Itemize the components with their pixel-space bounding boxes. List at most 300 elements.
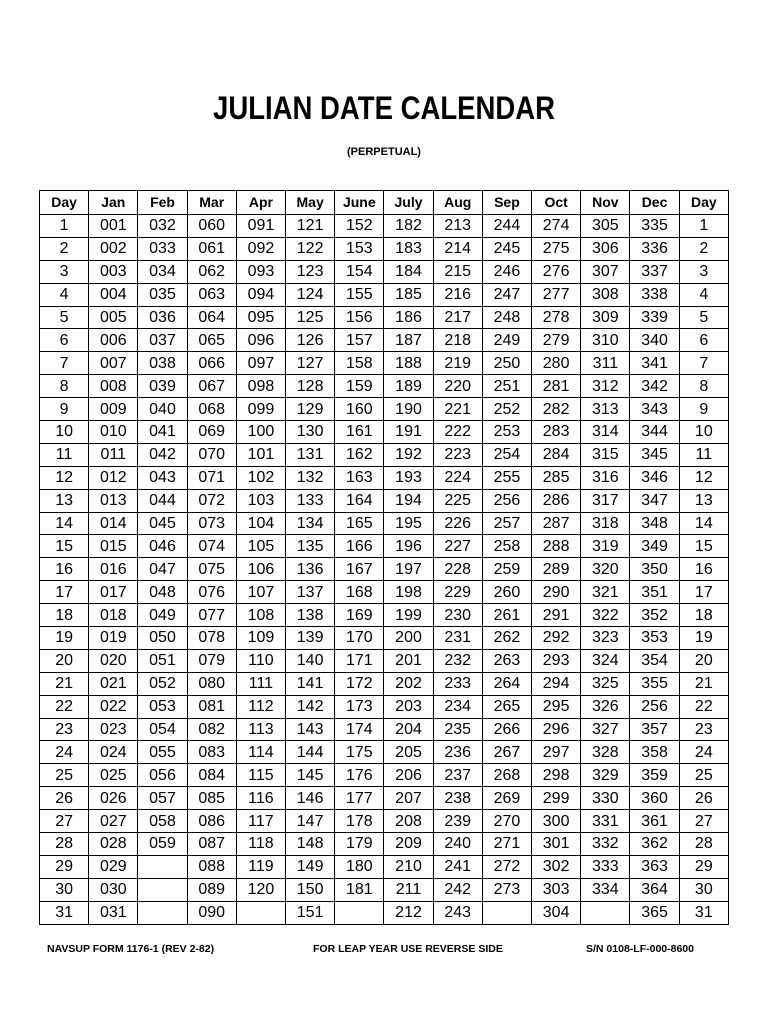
julian-day-cell: 267	[482, 741, 531, 764]
julian-day-cell: 218	[433, 329, 482, 352]
julian-day-cell: 244	[482, 215, 531, 238]
julian-day-cell: 081	[187, 695, 236, 718]
julian-day-cell: 058	[138, 810, 187, 833]
day-cell: 26	[40, 787, 89, 810]
julian-day-cell: 122	[286, 237, 335, 260]
julian-day-cell: 209	[384, 833, 433, 856]
day-cell: 17	[40, 581, 89, 604]
julian-day-cell: 192	[384, 443, 433, 466]
julian-day-cell: 332	[581, 833, 630, 856]
julian-day-cell: 094	[236, 283, 285, 306]
column-header: May	[286, 191, 335, 215]
julian-day-cell: 153	[335, 237, 384, 260]
julian-day-cell: 126	[286, 329, 335, 352]
julian-day-cell: 264	[482, 672, 531, 695]
column-header: Nov	[581, 191, 630, 215]
julian-day-cell: 325	[581, 672, 630, 695]
julian-day-cell: 089	[187, 878, 236, 901]
julian-day-cell: 155	[335, 283, 384, 306]
julian-day-cell: 125	[286, 306, 335, 329]
day-cell: 29	[40, 855, 89, 878]
day-cell: 22	[40, 695, 89, 718]
day-cell: 6	[679, 329, 728, 352]
julian-day-cell: 187	[384, 329, 433, 352]
julian-day-cell	[236, 901, 285, 924]
column-header: Sep	[482, 191, 531, 215]
day-cell: 2	[679, 237, 728, 260]
julian-day-cell: 172	[335, 672, 384, 695]
julian-day-cell: 173	[335, 695, 384, 718]
julian-day-cell: 069	[187, 421, 236, 444]
julian-day-cell: 225	[433, 489, 482, 512]
julian-day-cell: 274	[532, 215, 581, 238]
day-cell: 21	[679, 672, 728, 695]
julian-day-cell: 029	[89, 855, 138, 878]
table-row	[40, 375, 729, 398]
julian-day-cell: 280	[532, 352, 581, 375]
julian-day-cell: 254	[482, 443, 531, 466]
julian-day-cell: 208	[384, 810, 433, 833]
table-row	[40, 352, 729, 375]
julian-day-cell: 188	[384, 352, 433, 375]
julian-day-cell: 261	[482, 604, 531, 627]
julian-day-cell: 292	[532, 627, 581, 650]
julian-day-cell: 024	[89, 741, 138, 764]
julian-day-cell: 205	[384, 741, 433, 764]
julian-day-cell: 289	[532, 558, 581, 581]
julian-day-cell: 338	[630, 283, 679, 306]
day-cell: 16	[679, 558, 728, 581]
julian-day-cell: 023	[89, 718, 138, 741]
julian-day-cell: 336	[630, 237, 679, 260]
table-row	[40, 833, 729, 856]
julian-day-cell: 233	[433, 672, 482, 695]
column-header: Oct	[532, 191, 581, 215]
julian-day-cell: 110	[236, 649, 285, 672]
julian-day-cell: 065	[187, 329, 236, 352]
table-row	[40, 901, 729, 924]
julian-day-cell: 131	[286, 443, 335, 466]
table-row	[40, 649, 729, 672]
julian-day-cell: 301	[532, 833, 581, 856]
table-row	[40, 558, 729, 581]
julian-day-cell: 167	[335, 558, 384, 581]
julian-day-cell: 068	[187, 398, 236, 421]
julian-day-cell: 006	[89, 329, 138, 352]
page-subtitle: (PERPETUAL)	[347, 146, 421, 158]
julian-day-cell: 168	[335, 581, 384, 604]
julian-day-cell: 299	[532, 787, 581, 810]
julian-day-cell: 275	[532, 237, 581, 260]
julian-day-cell: 342	[630, 375, 679, 398]
day-cell: 7	[679, 352, 728, 375]
day-cell: 20	[679, 649, 728, 672]
julian-day-cell: 042	[138, 443, 187, 466]
julian-day-cell	[482, 901, 531, 924]
column-header: Day	[679, 191, 728, 215]
julian-day-cell: 106	[236, 558, 285, 581]
julian-day-cell: 207	[384, 787, 433, 810]
day-cell: 15	[40, 535, 89, 558]
julian-date-table	[39, 190, 729, 925]
julian-day-cell: 222	[433, 421, 482, 444]
julian-day-cell: 003	[89, 260, 138, 283]
julian-day-cell: 247	[482, 283, 531, 306]
day-cell: 16	[40, 558, 89, 581]
table-row	[40, 878, 729, 901]
table-body	[40, 215, 729, 925]
julian-day-cell: 071	[187, 466, 236, 489]
julian-day-cell: 092	[236, 237, 285, 260]
julian-day-cell: 236	[433, 741, 482, 764]
julian-day-cell: 326	[581, 695, 630, 718]
day-cell: 25	[679, 764, 728, 787]
julian-day-cell: 237	[433, 764, 482, 787]
julian-day-cell: 150	[286, 878, 335, 901]
julian-day-cell: 030	[89, 878, 138, 901]
julian-day-cell: 318	[581, 512, 630, 535]
julian-day-cell: 268	[482, 764, 531, 787]
julian-day-cell: 010	[89, 421, 138, 444]
julian-day-cell: 120	[236, 878, 285, 901]
table-row	[40, 695, 729, 718]
julian-day-cell: 297	[532, 741, 581, 764]
julian-day-cell: 022	[89, 695, 138, 718]
column-header: Aug	[433, 191, 482, 215]
julian-day-cell	[138, 878, 187, 901]
julian-day-cell: 114	[236, 741, 285, 764]
julian-day-cell: 139	[286, 627, 335, 650]
julian-day-cell: 298	[532, 764, 581, 787]
julian-day-cell: 184	[384, 260, 433, 283]
julian-day-cell: 044	[138, 489, 187, 512]
julian-day-cell: 217	[433, 306, 482, 329]
julian-day-cell: 347	[630, 489, 679, 512]
julian-day-cell: 285	[532, 466, 581, 489]
julian-day-cell: 096	[236, 329, 285, 352]
julian-day-cell: 047	[138, 558, 187, 581]
julian-day-cell: 319	[581, 535, 630, 558]
julian-day-cell: 025	[89, 764, 138, 787]
julian-day-cell: 147	[286, 810, 335, 833]
julian-day-cell: 350	[630, 558, 679, 581]
julian-day-cell: 067	[187, 375, 236, 398]
julian-day-cell: 054	[138, 718, 187, 741]
day-cell: 12	[40, 466, 89, 489]
julian-day-cell: 272	[482, 855, 531, 878]
julian-day-cell: 343	[630, 398, 679, 421]
table-row	[40, 260, 729, 283]
julian-day-cell: 035	[138, 283, 187, 306]
julian-day-cell: 278	[532, 306, 581, 329]
julian-day-cell: 103	[236, 489, 285, 512]
julian-day-cell: 107	[236, 581, 285, 604]
column-header: Day	[40, 191, 89, 215]
julian-day-cell: 295	[532, 695, 581, 718]
julian-day-cell: 288	[532, 535, 581, 558]
julian-day-cell: 109	[236, 627, 285, 650]
julian-day-cell: 255	[482, 466, 531, 489]
day-cell: 28	[679, 833, 728, 856]
day-cell: 13	[40, 489, 89, 512]
julian-day-cell: 260	[482, 581, 531, 604]
julian-day-cell: 033	[138, 237, 187, 260]
julian-day-cell: 123	[286, 260, 335, 283]
julian-day-cell: 361	[630, 810, 679, 833]
julian-day-cell: 202	[384, 672, 433, 695]
julian-day-cell: 287	[532, 512, 581, 535]
julian-day-cell: 235	[433, 718, 482, 741]
julian-day-cell: 282	[532, 398, 581, 421]
julian-day-cell: 095	[236, 306, 285, 329]
julian-day-cell: 040	[138, 398, 187, 421]
julian-day-cell: 079	[187, 649, 236, 672]
day-cell: 19	[679, 627, 728, 650]
julian-day-cell: 063	[187, 283, 236, 306]
julian-day-cell: 252	[482, 398, 531, 421]
julian-day-cell: 206	[384, 764, 433, 787]
julian-day-cell: 134	[286, 512, 335, 535]
julian-day-cell: 346	[630, 466, 679, 489]
julian-day-cell: 055	[138, 741, 187, 764]
julian-day-cell: 328	[581, 741, 630, 764]
julian-day-cell: 243	[433, 901, 482, 924]
julian-day-cell: 018	[89, 604, 138, 627]
julian-day-cell: 348	[630, 512, 679, 535]
julian-day-cell: 157	[335, 329, 384, 352]
julian-day-cell: 132	[286, 466, 335, 489]
julian-day-cell: 070	[187, 443, 236, 466]
julian-day-cell: 117	[236, 810, 285, 833]
table-row	[40, 741, 729, 764]
julian-day-cell: 105	[236, 535, 285, 558]
julian-day-cell: 200	[384, 627, 433, 650]
form-number: NAVSUP FORM 1176-1 (REV 2-82)	[47, 943, 215, 955]
julian-day-cell: 100	[236, 421, 285, 444]
julian-day-cell: 273	[482, 878, 531, 901]
julian-day-cell: 149	[286, 855, 335, 878]
julian-day-cell: 146	[286, 787, 335, 810]
julian-day-cell: 116	[236, 787, 285, 810]
table-row	[40, 489, 729, 512]
day-cell: 1	[679, 215, 728, 238]
day-cell: 6	[40, 329, 89, 352]
julian-day-cell: 127	[286, 352, 335, 375]
julian-day-cell: 321	[581, 581, 630, 604]
day-cell: 8	[679, 375, 728, 398]
day-cell: 12	[679, 466, 728, 489]
julian-day-cell: 337	[630, 260, 679, 283]
julian-day-cell: 036	[138, 306, 187, 329]
julian-day-cell: 020	[89, 649, 138, 672]
julian-day-cell: 041	[138, 421, 187, 444]
day-cell: 9	[679, 398, 728, 421]
julian-day-cell: 099	[236, 398, 285, 421]
julian-day-cell: 195	[384, 512, 433, 535]
day-cell: 4	[679, 283, 728, 306]
julian-day-cell: 121	[286, 215, 335, 238]
julian-day-cell: 001	[89, 215, 138, 238]
julian-day-cell: 201	[384, 649, 433, 672]
day-cell: 11	[40, 443, 89, 466]
julian-day-cell: 002	[89, 237, 138, 260]
julian-day-cell: 056	[138, 764, 187, 787]
julian-day-cell: 138	[286, 604, 335, 627]
julian-day-cell: 016	[89, 558, 138, 581]
julian-day-cell: 135	[286, 535, 335, 558]
table-row	[40, 810, 729, 833]
julian-day-cell: 161	[335, 421, 384, 444]
day-cell: 5	[40, 306, 89, 329]
julian-day-cell: 083	[187, 741, 236, 764]
julian-day-cell: 312	[581, 375, 630, 398]
julian-day-cell: 144	[286, 741, 335, 764]
julian-day-cell: 341	[630, 352, 679, 375]
julian-day-cell: 074	[187, 535, 236, 558]
julian-day-cell: 077	[187, 604, 236, 627]
julian-day-cell: 302	[532, 855, 581, 878]
julian-day-cell: 062	[187, 260, 236, 283]
column-header: Mar	[187, 191, 236, 215]
julian-day-cell: 028	[89, 833, 138, 856]
day-cell: 17	[679, 581, 728, 604]
day-cell: 18	[40, 604, 89, 627]
julian-day-cell: 310	[581, 329, 630, 352]
julian-day-cell: 193	[384, 466, 433, 489]
julian-day-cell: 129	[286, 398, 335, 421]
julian-day-cell: 034	[138, 260, 187, 283]
julian-day-cell: 012	[89, 466, 138, 489]
julian-day-cell: 265	[482, 695, 531, 718]
julian-day-cell: 330	[581, 787, 630, 810]
julian-day-cell: 226	[433, 512, 482, 535]
julian-day-cell: 349	[630, 535, 679, 558]
julian-day-cell: 259	[482, 558, 531, 581]
julian-day-cell	[581, 901, 630, 924]
julian-day-cell: 061	[187, 237, 236, 260]
stock-number: S/N 0108-LF-000-8600	[586, 943, 694, 955]
julian-day-cell: 215	[433, 260, 482, 283]
day-cell: 4	[40, 283, 89, 306]
julian-day-cell: 234	[433, 695, 482, 718]
julian-day-cell: 307	[581, 260, 630, 283]
julian-day-cell: 169	[335, 604, 384, 627]
julian-day-cell: 027	[89, 810, 138, 833]
table-row	[40, 398, 729, 421]
table-row	[40, 237, 729, 260]
julian-day-cell	[335, 901, 384, 924]
table-row	[40, 421, 729, 444]
julian-day-cell: 170	[335, 627, 384, 650]
table-row	[40, 672, 729, 695]
julian-day-cell: 163	[335, 466, 384, 489]
julian-day-cell: 088	[187, 855, 236, 878]
julian-day-cell: 043	[138, 466, 187, 489]
julian-day-cell: 190	[384, 398, 433, 421]
julian-day-cell: 011	[89, 443, 138, 466]
day-cell: 3	[679, 260, 728, 283]
julian-day-cell: 191	[384, 421, 433, 444]
table-row	[40, 581, 729, 604]
julian-day-cell: 245	[482, 237, 531, 260]
julian-day-cell: 164	[335, 489, 384, 512]
julian-day-cell: 171	[335, 649, 384, 672]
julian-day-cell: 087	[187, 833, 236, 856]
julian-day-cell: 008	[89, 375, 138, 398]
julian-day-cell: 082	[187, 718, 236, 741]
julian-day-cell: 124	[286, 283, 335, 306]
julian-day-cell: 327	[581, 718, 630, 741]
julian-day-cell: 277	[532, 283, 581, 306]
julian-day-cell: 119	[236, 855, 285, 878]
julian-day-cell: 141	[286, 672, 335, 695]
julian-day-cell: 214	[433, 237, 482, 260]
julian-day-cell: 315	[581, 443, 630, 466]
julian-day-cell: 216	[433, 283, 482, 306]
julian-day-cell: 085	[187, 787, 236, 810]
julian-day-cell: 017	[89, 581, 138, 604]
julian-day-cell: 111	[236, 672, 285, 695]
julian-day-cell: 291	[532, 604, 581, 627]
julian-day-cell: 339	[630, 306, 679, 329]
julian-day-cell: 258	[482, 535, 531, 558]
day-cell: 24	[679, 741, 728, 764]
julian-day-cell: 262	[482, 627, 531, 650]
julian-day-cell: 204	[384, 718, 433, 741]
julian-day-cell: 007	[89, 352, 138, 375]
julian-day-cell: 320	[581, 558, 630, 581]
julian-day-cell: 166	[335, 535, 384, 558]
julian-day-cell: 053	[138, 695, 187, 718]
julian-day-cell: 101	[236, 443, 285, 466]
julian-day-cell: 014	[89, 512, 138, 535]
day-cell: 7	[40, 352, 89, 375]
julian-day-cell: 316	[581, 466, 630, 489]
day-cell: 23	[40, 718, 89, 741]
julian-day-cell: 266	[482, 718, 531, 741]
julian-day-cell: 305	[581, 215, 630, 238]
table-row	[40, 466, 729, 489]
julian-day-cell: 211	[384, 878, 433, 901]
table-row	[40, 443, 729, 466]
julian-day-cell: 045	[138, 512, 187, 535]
julian-day-cell: 115	[236, 764, 285, 787]
day-cell: 19	[40, 627, 89, 650]
julian-day-cell: 311	[581, 352, 630, 375]
day-cell: 10	[40, 421, 89, 444]
julian-day-cell: 203	[384, 695, 433, 718]
julian-day-cell: 182	[384, 215, 433, 238]
julian-day-cell: 078	[187, 627, 236, 650]
day-cell: 27	[40, 810, 89, 833]
day-cell: 11	[679, 443, 728, 466]
julian-day-cell: 334	[581, 878, 630, 901]
julian-day-cell: 051	[138, 649, 187, 672]
julian-day-cell: 137	[286, 581, 335, 604]
julian-day-cell: 248	[482, 306, 531, 329]
julian-day-cell: 052	[138, 672, 187, 695]
day-cell: 25	[40, 764, 89, 787]
julian-day-cell: 364	[630, 878, 679, 901]
julian-day-cell: 151	[286, 901, 335, 924]
julian-day-cell: 038	[138, 352, 187, 375]
day-cell: 21	[40, 672, 89, 695]
julian-day-cell: 031	[89, 901, 138, 924]
julian-day-cell: 220	[433, 375, 482, 398]
julian-day-cell: 303	[532, 878, 581, 901]
julian-day-cell: 323	[581, 627, 630, 650]
julian-day-cell: 142	[286, 695, 335, 718]
